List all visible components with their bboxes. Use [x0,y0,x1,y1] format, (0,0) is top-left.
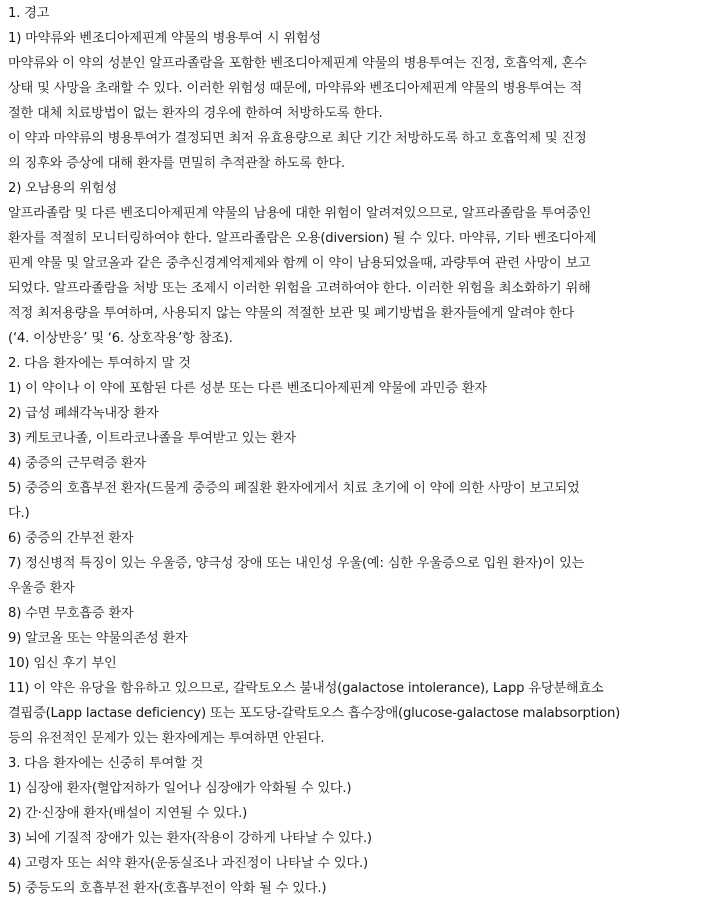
paragraph-line: 적정 최저용량을 투여하며, 사용되지 않는 약물의 적절한 보관 및 폐기방법을 환자들에게 알려야 한다 [8,306,574,321]
heading-3-caution: 3. 다음 환자에는 신중히 투여할 것 [8,756,204,771]
list-item-continuation: 다.) [8,506,30,521]
paragraph-line: 환자를 적절히 모니터링하여야 한다. 알프라졸람은 오용(diversion) 될 수 있다. 마약류, 기타 벤조디아제 [8,231,597,246]
list-item: 4) 고령자 또는 쇠약 환자(운동실조나 과진정이 나타날 수 있다.) [8,856,368,871]
list-item: 1) 이 약이나 이 약에 포함된 다른 성분 또는 다른 벤조디아제핀계 약물에 과민증 환자 [8,381,487,396]
subheading-1-2: 2) 오남용의 위험성 [8,181,117,196]
list-item: 4) 중증의 근무력증 환자 [8,456,146,471]
list-item-continuation: 등의 유전적인 문제가 있는 환자에게는 투여하면 안된다. [8,731,325,746]
paragraph-line: 절한 대체 치료방법이 없는 환자의 경우에 한하여 처방하도록 한다. [8,106,383,121]
list-item: 6) 중증의 간부전 환자 [8,531,134,546]
list-item: 7) 정신병적 특징이 있는 우울증, 양극성 장애 또는 내인성 우울(예: 심한 우울증으로 입원 환자)이 있는 [8,556,585,571]
heading-1-warning: 1. 경고 [8,6,50,21]
paragraph-line: 이 약과 마약류의 병용투여가 결정되면 최저 유효용량으로 최단 기간 처방하도록 하고 호흡억제 및 진정 [8,131,587,146]
heading-2-contraindications: 2. 다음 환자에는 투여하지 말 것 [8,356,191,371]
list-item-continuation: 우울증 환자 [8,581,75,596]
list-item: 2) 간·신장애 환자(배설이 지연될 수 있다.) [8,806,248,821]
list-item-continuation: 결핍증(Lapp lactase deficiency) 또는 포도당-갈락토오스 흡수장애(glucose-galactose malabsorption) [8,706,621,721]
list-item: 5) 중증의 호흡부전 환자(드물게 중증의 폐질환 환자에게서 치료 초기에 이 약에 의한 사망이 보고되었 [8,481,580,496]
list-item: 1) 심장애 환자(혈압저하가 일어나 심장애가 악화될 수 있다.) [8,781,352,796]
list-item: 8) 수면 무호흡증 환자 [8,606,134,621]
paragraph-line: 핀계 약물 및 알코올과 같은 중추신경계억제제와 함께 이 약이 남용되었을때, 과량투여 관련 사망이 보고 [8,256,591,271]
paragraph-line: 의 징후와 증상에 대해 환자를 면밀히 추적관찰 하도록 한다. [8,156,345,171]
list-item: 2) 급성 폐쇄각녹내장 환자 [8,406,159,421]
paragraph-line: 알프라졸람 및 다른 벤조디아제핀계 약물의 남용에 대한 위험이 알려져있으므로, 알프라졸람을 투여중인 [8,206,592,221]
list-item: 9) 알코올 또는 약물의존성 환자 [8,631,188,646]
paragraph-line: 마약류와 이 약의 성분인 알프라졸람을 포함한 벤조디아제핀계 약물의 병용투여는 진정, 호흡억제, 혼수 [8,56,587,71]
paragraph-line: (‘4. 이상반응’ 및 ‘6. 상호작용’항 참조). [8,331,233,346]
list-item: 5) 중등도의 호흡부전 환자(호흡부전이 악화 될 수 있다.) [8,881,327,896]
subheading-1-1: 1) 마약류와 벤조디아제핀계 약물의 병용투여 시 위험성 [8,31,321,46]
list-item: 10) 임신 후기 부인 [8,656,117,671]
list-item: 3) 케토코나졸, 이트라코나졸을 투여받고 있는 환자 [8,431,296,446]
paragraph-line: 되었다. 알프라졸람을 처방 또는 조제시 이러한 위험을 고려하여야 한다. 이러한 위험을 최소화하기 위해 [8,281,591,296]
list-item: 11) 이 약은 유당을 함유하고 있으므로, 갈락토오스 불내성(galactose intolerance), Lapp 유당분해효소 [8,681,604,696]
list-item: 3) 뇌에 기질적 장애가 있는 환자(작용이 강하게 나타날 수 있다.) [8,831,372,846]
paragraph-line: 상태 및 사망을 초래할 수 있다. 이러한 위험성 때문에, 마약류와 벤조디아제핀계 약물의 병용투여는 적 [8,81,582,96]
